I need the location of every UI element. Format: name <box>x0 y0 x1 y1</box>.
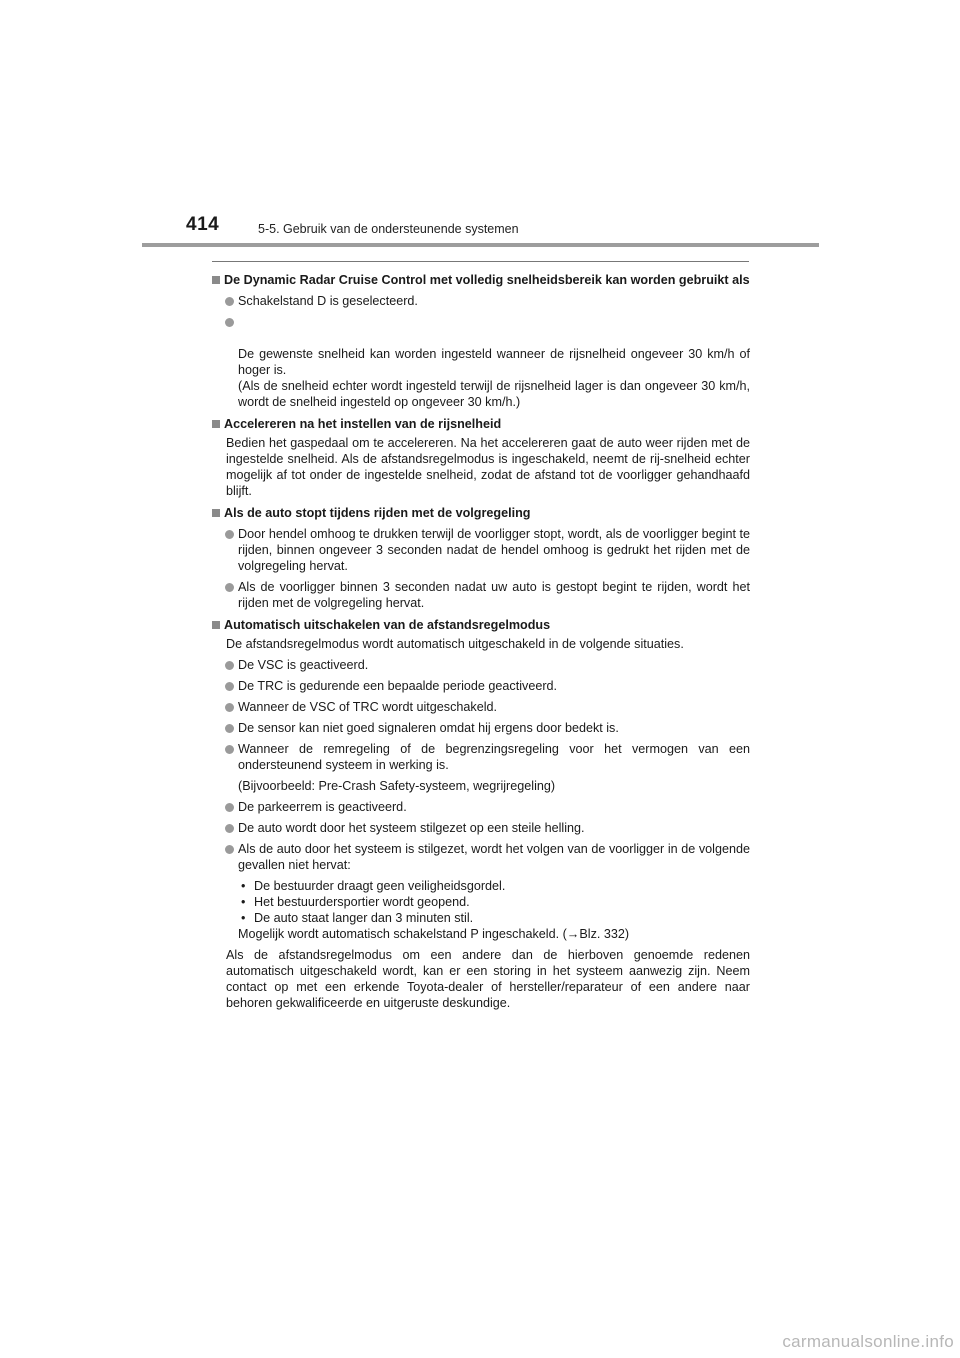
closing-paragraph: Als de afstandsregelmodus om een andere dan de hierboven genoemde redenen automatisch uitgeschakeld wordt, kan er een storing in het systeem aanwezig zijn. Neem contact op met een erkende Toyota-dealer of hersteller/reparateur of een andere naar behoren gekwalificeerde en uitgeruste deskundige. <box>226 948 750 1010</box>
sub-list-item <box>238 878 750 894</box>
round-bullet-icon <box>225 318 234 327</box>
heading-text: Automatisch uitschakelen van de afstandsregelmodus <box>224 618 551 632</box>
list-item <box>212 526 750 574</box>
round-bullet-icon <box>225 745 234 754</box>
header-rule <box>142 243 819 247</box>
list-item-text: De sensor kan niet goed signaleren omdat hij ergens door bedekt is. <box>238 721 619 735</box>
list-item-text: Als de auto door het systeem is stilgezet, wordt het volgen van de voorligger in de volgende gevallen niet hervat: <box>238 842 750 872</box>
page-number: 414 <box>186 214 220 235</box>
page-reference[interactable]: Blz. 332) <box>579 927 630 941</box>
section-heading <box>212 272 750 288</box>
sub-list-item <box>238 910 750 926</box>
dot-marker-icon: • <box>241 879 246 893</box>
round-bullet-icon <box>225 661 234 670</box>
section-heading <box>212 416 750 432</box>
list-item <box>212 293 750 309</box>
example-note: (Bijvoorbeeld: Pre-Crash Safety-systeem, wegrijregeling) <box>238 779 556 793</box>
sub-list-item <box>238 894 750 910</box>
list-item-text: De TRC is gedurende een bepaalde periode geactiveerd. <box>238 679 558 693</box>
round-bullet-icon <box>225 803 234 812</box>
list-item <box>212 820 750 836</box>
content-divider <box>212 261 749 262</box>
square-bullet-icon <box>212 276 220 284</box>
list-item <box>212 314 750 410</box>
sub-list <box>212 878 750 942</box>
arrow-right-icon: → <box>566 927 580 941</box>
dot-marker-icon: • <box>241 895 246 909</box>
list-item <box>212 579 750 611</box>
sub-list-item-text: Het bestuurdersportier wordt geopend. <box>254 895 470 909</box>
square-bullet-icon <box>212 509 220 517</box>
sub-list-item-text: De auto staat langer dan 3 minuten stil. <box>254 911 474 925</box>
paragraph: De afstandsregelmodus wordt automatisch uitgeschakeld in de volgende situaties. <box>226 637 684 651</box>
dot-marker-icon: • <box>241 911 246 925</box>
sub-list-item-text: De bestuurder draagt geen veiligheidsgordel. <box>254 879 506 893</box>
heading-text: Accelereren na het instellen van de rijsnelheid <box>224 417 502 431</box>
round-bullet-icon <box>225 845 234 854</box>
round-bullet-icon <box>225 724 234 733</box>
list-item-text: Wanneer de VSC of TRC wordt uitgeschakeld. <box>238 700 497 714</box>
list-item <box>212 841 750 873</box>
round-bullet-icon <box>225 682 234 691</box>
paragraph: Bedien het gaspedaal om te accelereren. Na het accelereren gaat de auto weer rijden met de ingestelde snelheid. Als de afstandsregelmodus is ingeschakeld, neemt de rij-snelheid echter mogelijk af tot onder de ingestelde snelheid, zodat de afstand tot de voorligger gehandhaafd blijft. <box>226 436 750 498</box>
list-item <box>212 678 750 694</box>
section-title: 5-5. Gebruik van de ondersteunende systemen <box>258 222 519 236</box>
list-item-text: De VSC is geactiveerd. <box>238 658 369 672</box>
list-item-text: Als de voorligger binnen 3 seconden nadat uw auto is gestopt begint te rijden, wordt het rijden met de volgregeling hervat. <box>238 580 750 610</box>
round-bullet-icon <box>225 703 234 712</box>
list-item <box>212 799 750 815</box>
section-heading <box>212 617 750 633</box>
list-item <box>212 741 750 773</box>
list-item-text: De gewenste snelheid kan worden ingesteld wanneer de rijsnelheid ongeveer 30 km/h of hoger is. (Als de snelheid echter wordt ingesteld terwijl de rijsnelheid lager is dan ongeveer 30 km/h, wordt de snelheid ingesteld op ongeveer 30 km/h.) <box>238 347 750 409</box>
list-item-text: Schakelstand D is geselecteerd. <box>238 294 418 308</box>
list-item-text: De auto wordt door het systeem stilgezet op een steile helling. <box>238 821 585 835</box>
list-item-text: Door hendel omhoog te drukken terwijl de voorligger stopt, wordt, als de voorligger begint te rijden, binnen ongeveer 3 seconden nadat de hendel omhoog is gedrukt het rijden met de volgregeling hervat. <box>238 527 750 573</box>
list-item <box>212 657 750 673</box>
round-bullet-icon <box>225 297 234 306</box>
list-item <box>212 720 750 736</box>
page-content <box>212 268 750 1011</box>
round-bullet-icon <box>225 583 234 592</box>
square-bullet-icon <box>212 621 220 629</box>
note-text: Mogelijk wordt automatisch schakelstand P ingeschakeld. ( <box>238 927 567 941</box>
round-bullet-icon <box>225 530 234 539</box>
round-bullet-icon <box>225 824 234 833</box>
square-bullet-icon <box>212 420 220 428</box>
shift-position-note <box>238 926 750 942</box>
heading-text: Als de auto stopt tijdens rijden met de volgregeling <box>224 506 531 520</box>
watermark: carmanualsonline.info <box>782 1332 954 1351</box>
list-item-text: Wanneer de remregeling of de begrenzingsregeling voor het vermogen van een ondersteunend systeem in werking is. <box>238 742 750 772</box>
section-heading <box>212 505 750 521</box>
list-item <box>212 699 750 715</box>
list-item-text: De parkeerrem is geactiveerd. <box>238 800 407 814</box>
heading-text: De Dynamic Radar Cruise Control met volledig snelheidsbereik kan worden gebruikt als <box>224 273 750 287</box>
